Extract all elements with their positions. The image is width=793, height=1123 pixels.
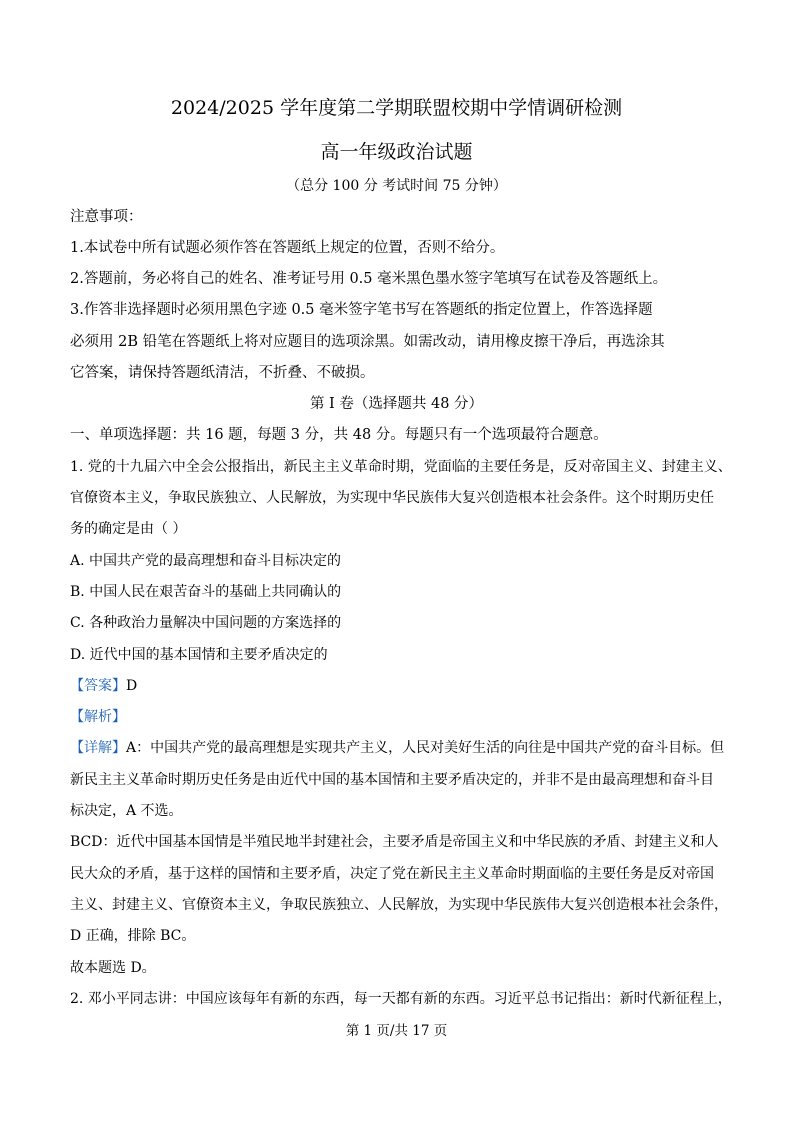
exam-meta: （总分 100 分 考试时间 75 分钟） xyxy=(286,178,507,194)
section-instruction: 一、单项选择题：共 16 题，每题 3 分，共 48 分。每题只有一个选项最符合题意。 xyxy=(70,427,608,443)
answer-line xyxy=(70,676,137,696)
question-stem-line: 务的确定是由（ ） xyxy=(70,521,187,537)
document-subtitle: 高一年级政治试题 xyxy=(320,141,473,163)
option-b: B. 中国人民在艰苦奋斗的基础上共同确认的 xyxy=(70,584,342,600)
detail-line: BCD：近代中国基本国情是半殖民地半封建社会，主要矛盾是帝国主义和中华民族的矛盾、封建主义和人 xyxy=(70,834,719,850)
notice-item: 3.作答非选择题时必须用黑色字迹 0.5 毫米签字笔书写在答题纸的指定位置上，作答选择题 xyxy=(70,302,653,318)
notice-item: 它答案，请保持答题纸清洁，不折叠、不破损。 xyxy=(70,365,375,381)
detail-line: 主义、封建主义、官僚资本主义，争取民族独立、人民解放，为实现中华民族伟大复兴创造根本社会条件， xyxy=(70,897,728,913)
answer-value: D xyxy=(126,678,138,694)
question-stem-line: 2. 邓小平同志讲：中国应该每年有新的东西，每一天都有新的东西。习近平总书记指出：新时代新征程上， xyxy=(70,991,732,1007)
detail-line: 民大众的矛盾，基于这样的国情和主要矛盾，决定了党在新民主主义革命时期面临的主要任务是反对帝国 xyxy=(70,866,714,882)
detail-line: 故本题选 D。 xyxy=(70,960,156,976)
notice-item: 1.本试卷中所有试题必须作答在答题纸上规定的位置，否则不给分。 xyxy=(70,240,505,256)
option-a: A. 中国共产党的最高理想和奋斗目标决定的 xyxy=(70,553,342,569)
detail-tag: 【详解】 xyxy=(70,740,126,756)
answer-tag: 【答案】 xyxy=(70,678,126,694)
page-footer: 第 1 页/共 17 页 xyxy=(345,1023,448,1039)
analysis-tag: 【解析】 xyxy=(70,709,126,725)
detail-line: 标决定，A 不选。 xyxy=(70,803,183,819)
detail-text: A：中国共产党的最高理想是实现共产主义，人民对美好生活的向往是中国共产党的奋斗目标。但 xyxy=(126,740,725,756)
option-c: C. 各种政治力量解决中国问题的方案选择的 xyxy=(70,615,342,631)
notice-heading: 注意事项： xyxy=(70,209,143,225)
section-title: 第 I 卷（选择题共 48 分） xyxy=(309,396,484,412)
notice-item: 2.答题前，务必将自己的姓名、准考证号用 0.5 毫米黑色墨水签字笔填写在试卷及答题纸上。 xyxy=(70,271,668,287)
option-d: D. 近代中国的基本国情和主要矛盾决定的 xyxy=(70,647,328,663)
document-title: 2024/2025 学年度第二学期联盟校期中学情调研检测 xyxy=(170,97,623,119)
detail-line xyxy=(70,738,724,758)
detail-line: 新民主主义革命时期历史任务是由近代中国的基本国情和主要矛盾决定的，并非不是由最高理想和奋斗目 xyxy=(70,772,714,788)
detail-line: D 正确，排除 BC。 xyxy=(70,928,196,944)
question-stem-line: 1. 党的十九届六中全会公报指出，新民主主义革命时期，党面临的主要任务是，反对帝国主义、封建主义、 xyxy=(70,459,732,475)
question-stem-line: 官僚资本主义，争取民族独立、人民解放，为实现中华民族伟大复兴创造根本社会条件。这个时期历史任 xyxy=(70,490,714,506)
notice-item: 必须用 2B 铅笔在答题纸上将对应题目的选项涂黑。如需改动，请用橡皮擦干净后，再选涂其 xyxy=(70,334,665,350)
